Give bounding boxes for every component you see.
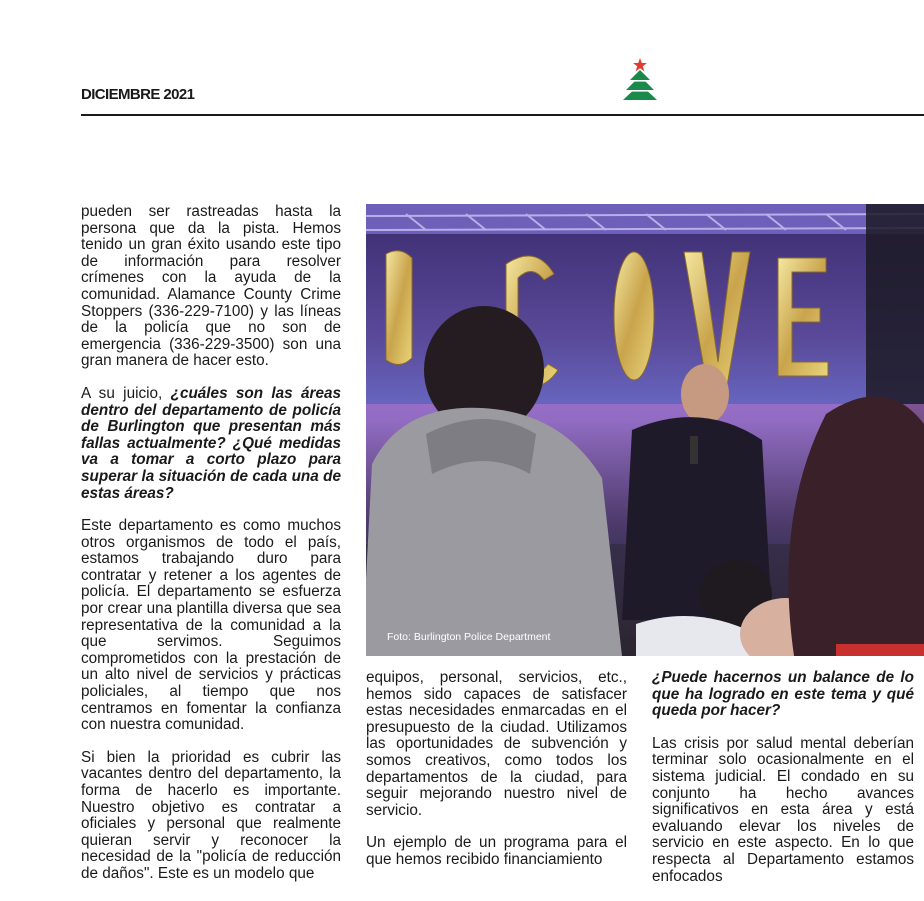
paragraph: Las crisis por salud mental deberían terminar solo ocasionalmente en el sistema judicial. El condado en su conjunto ha hecho avances significativos en esta área y está evaluando elevar los niveles de servicio en este aspecto. En lo que respecta al Departamento estamos enfocados xyxy=(652,734,914,885)
paragraph: Un ejemplo de un programa para el que hemos recibido financiamiento xyxy=(366,834,627,868)
question-text: ¿cuáles son las áreas dentro del departamento de policía de Burlington que presentan más fallas actualmente? ¿Qué medidas va a tomar a corto plazo para superar la situación de cada una de estas áreas? xyxy=(81,384,341,502)
header-date: DICIEMBRE 2021 xyxy=(81,86,195,103)
paragraph: Este departamento es como muchos otros organismos de todo el país, estamos trabajando duro para contratar y retener a los agentes de policía. El departamento se esfuerza por crear una plantilla diversa que sea representativa de la comunidad a la que servimos. Seguimos comprometidos con la prestación de un alto nivel de servicios y prácticas policiales, al tiempo que nos centramos en fomentar la confianza con nuestra comunidad. xyxy=(81,517,341,734)
christmas-tree-icon xyxy=(620,56,660,104)
paragraph: pueden ser rastreadas hasta la persona que da la pista. Hemos tenido un gran éxito usando este tipo de información para resolver crímenes con la ayuda de la comunidad. Alamance County Crime Stoppers (336-229-7100) y las líneas de la policía que no son de emergencia (336-229-3500) son una gran manera de hacer esto. xyxy=(81,203,341,370)
question-intro: A su juicio, xyxy=(81,384,171,402)
paragraph: equipos, personal, servicios, etc., hemos sido capaces de satisfacer estas necesidades enmarcadas en el presupuesto de la ciudad. Utilizamos las oportunidades de subvención y somos creativos, como todos los departamentos de la ciudad, para seguir mejorando nuestro nivel de servicio. xyxy=(366,669,627,819)
paragraph: Si bien la prioridad es cubrir las vacantes dentro del departamento, la forma de hacerlo es importante. Nuestro objetivo es contratar a oficiales y personal que realmente quieran servir y reconocer la necesidad de la "policía de reducción de daños". Este es un modelo que xyxy=(81,748,341,882)
column-right xyxy=(652,670,914,901)
column-left xyxy=(81,204,341,899)
column-middle xyxy=(366,670,627,885)
question-text: ¿Puede hacernos un balance de lo que ha logrado en este tema y qué queda por hacer? xyxy=(652,669,914,720)
question-paragraph xyxy=(81,386,341,502)
photo-credit: Foto: Burlington Police Department xyxy=(387,631,551,643)
header-rule xyxy=(81,114,924,116)
event-photo xyxy=(366,204,924,656)
